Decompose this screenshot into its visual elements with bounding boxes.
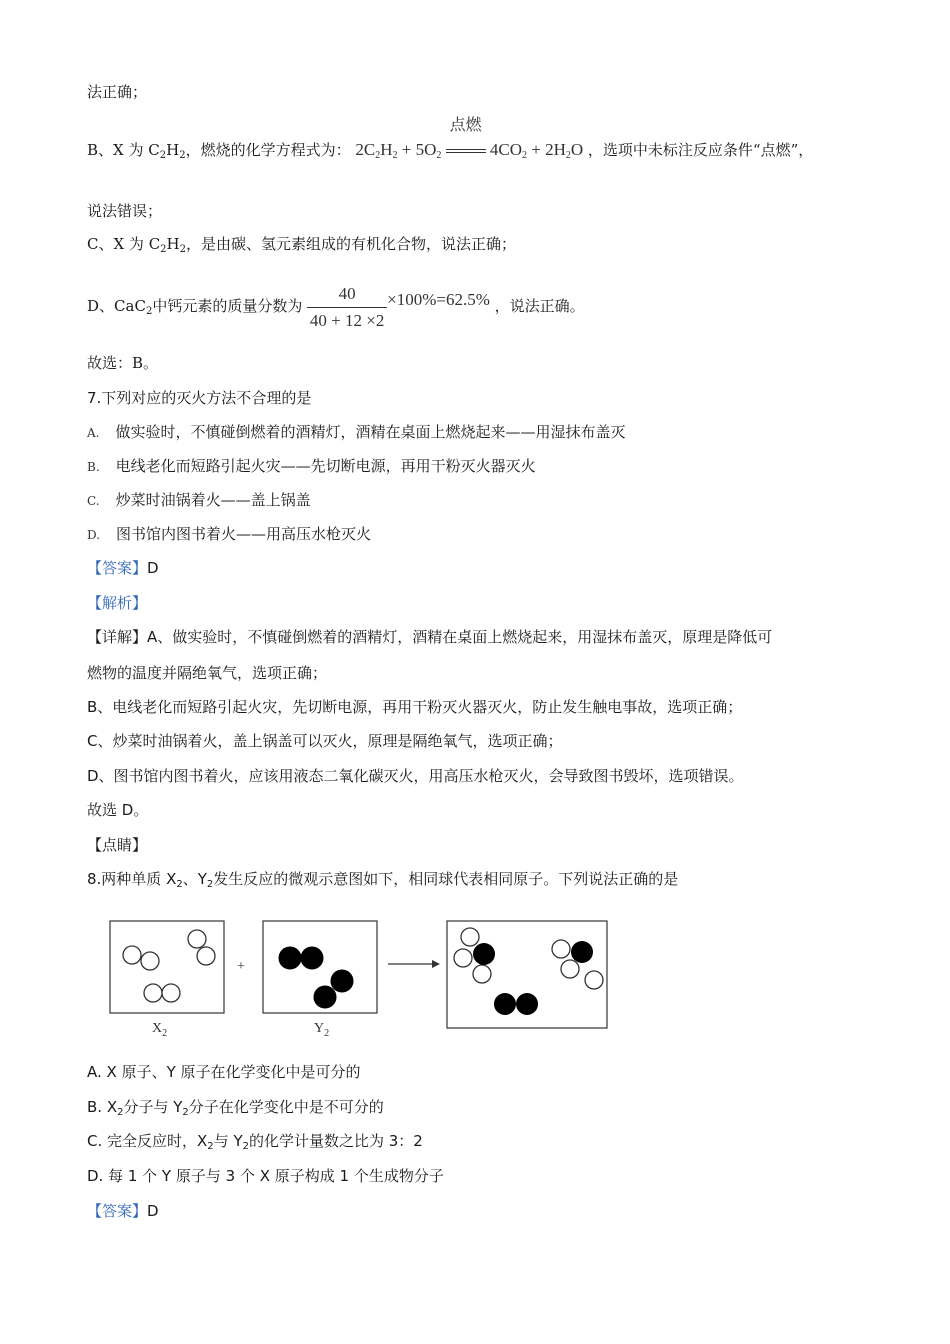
text: C、X 为 C: [87, 235, 161, 253]
option-7c: [87, 490, 311, 511]
text: 中钙元素的质量分数为: [152, 297, 303, 315]
text-line: [87, 201, 162, 221]
text: 8.两种单质 X: [87, 870, 177, 888]
answer-value: D: [147, 1202, 159, 1220]
text: ，燃烧的化学方程式为：: [185, 141, 351, 159]
product-molecules: [454, 928, 603, 1015]
subscript: 2: [179, 150, 186, 161]
detail-line-5: [87, 766, 744, 786]
eq-text: + 2H: [526, 140, 566, 159]
option-7d: [87, 524, 371, 545]
option-text: D. 每 1 个 Y 原子与 3 个 X 原子构成 1 个生成物分子: [87, 1167, 444, 1185]
detail-line-6: [87, 800, 148, 820]
eq-text: H: [380, 140, 393, 159]
option-text: 图书馆内图书着火——用高压水枪灭火: [116, 525, 372, 543]
fraction-denominator: 40 + 12 ×2: [309, 310, 385, 330]
text: 的化学计量数之比为 3：2: [248, 1132, 423, 1150]
text: 法正确；: [87, 83, 148, 101]
answer-7: [87, 558, 159, 578]
detail-line-1: [87, 627, 772, 647]
text: 故选 D。: [87, 801, 149, 819]
option-key: C.: [87, 494, 100, 508]
text: D、图书馆内图书着火，应该用液态二氧化碳灭火，用高压水枪灭火，会导致图书毁坏，选项错误。: [87, 767, 744, 785]
x-atom: [123, 946, 141, 964]
x2-molecules: [123, 930, 215, 1002]
chemical-equation: $2C_2H_2 + 5O_2$ 点燃 $4CO_2 + 2H_2O$: [355, 117, 584, 161]
x-atom: [552, 940, 570, 958]
text: 分子与 Y: [123, 1098, 183, 1116]
option-text: 电线老化而短路引起火灾——先切断电源，再用干粉灭火器灭火: [115, 457, 536, 475]
option-key: D.: [87, 528, 101, 542]
point-tag: 【点睛】: [87, 836, 148, 854]
text-line: C、X 为 $C_2H_2$，是由碳、氢元素组成的有机化合物，说法正确；: [87, 235, 517, 255]
y-atom: [279, 947, 301, 969]
y-atom: [571, 941, 593, 963]
analysis-tag-line: [87, 593, 147, 613]
x-atom: [141, 952, 159, 970]
text: C、炒菜时油锅着火，盖上锅盖可以灭火，原理是隔绝氧气，选项正确；: [87, 732, 563, 750]
text: H: [166, 141, 180, 159]
x-atom: [585, 971, 603, 989]
question-text: 7.下列对应的灭火方法不合理的是: [87, 389, 312, 407]
arrow-head: [432, 960, 440, 968]
option-text: 做实验时，不慎碰倒燃着的酒精灯，酒精在桌面上燃烧起来——用湿抹布盖灭: [115, 423, 626, 441]
y-atom: [301, 947, 323, 969]
text: 分子在化学变化中是不可分的: [188, 1098, 384, 1116]
y2-molecules: [279, 947, 353, 1008]
option-key: B.: [87, 460, 100, 474]
x-atom: [473, 965, 491, 983]
answer-value: D: [147, 559, 159, 577]
reaction-diagram: [100, 912, 620, 1042]
text-line: [87, 353, 158, 373]
mass-fraction: [307, 284, 387, 331]
y-atom: [473, 943, 495, 965]
x-atom: [162, 984, 180, 1002]
eq-text: O: [570, 140, 584, 159]
eq-text: 2C: [355, 140, 376, 159]
text: 、Y: [182, 870, 207, 888]
option-8d: [87, 1166, 444, 1186]
text: B. X: [87, 1098, 118, 1116]
text: ，选项中未标注反应条件“点燃”，: [587, 141, 814, 159]
detail-line-4: [87, 731, 562, 751]
text: 说法错误；: [87, 202, 163, 220]
answer-8: [87, 1201, 159, 1221]
x-atom: [561, 960, 579, 978]
x-atom: [188, 930, 206, 948]
text-line: [87, 82, 147, 102]
text: H: [166, 235, 180, 253]
option-8b: B. $X_2$分子与 $Y_2$分子在化学变化中是不可分的: [87, 1098, 384, 1118]
x2-label: $X_2$: [152, 1021, 168, 1039]
option-key: A.: [87, 426, 100, 440]
option-8c: C. 完全反应时，$X_2$与 $Y_2$的化学计量数之比为 3：2: [87, 1132, 423, 1152]
plus-sign: +: [237, 959, 245, 974]
option-7b: [87, 456, 536, 477]
fraction-numerator: 40: [307, 284, 387, 308]
text: 发生反应的微观示意图如下，相同球代表相同原子。下列说法正确的是: [213, 870, 679, 888]
text: ，说法正确。: [494, 297, 585, 315]
subscript: 2: [159, 150, 167, 161]
reaction-condition: [446, 117, 486, 160]
text: C. 完全反应时，X: [87, 1132, 208, 1150]
detail-tag: 【详解】: [87, 628, 148, 646]
answer-tag: 【答案】: [87, 1202, 148, 1220]
eq-text: 4CO: [489, 140, 522, 159]
analysis-tag: 【解析】: [87, 594, 148, 612]
y-atom: [494, 993, 516, 1015]
option-7a: [87, 422, 626, 443]
y-atom: [314, 986, 336, 1008]
text: ，是由碳、氢元素组成的有机化合物，说法正确；: [186, 235, 517, 253]
text-line-d-fraction: D、CaC$_2$中钙元素的质量分数为 $\frac{40}{40 + 12 \times 2}$ ×100%=62.5% ，说法正确。: [87, 270, 585, 336]
text: D、CaC: [87, 297, 146, 315]
text: A、做实验时，不慎碰倒燃着的酒精灯，酒精在桌面上燃烧起来，用湿抹布盖灭，原理是降低可: [147, 628, 773, 646]
option-text: A. X 原子、Y 原子在化学变化中是可分的: [87, 1063, 361, 1081]
detail-line-3: [87, 697, 742, 717]
eq-text: + 5O: [397, 140, 437, 159]
detail-line-2: [87, 663, 327, 683]
option-8a: [87, 1062, 361, 1082]
x-atom: [197, 947, 215, 965]
x-atom: [144, 984, 162, 1002]
x-atom: [461, 928, 479, 946]
text: B、X 为 C: [87, 141, 160, 159]
text: 故选：B。: [87, 354, 159, 372]
text: 燃物的温度并隔绝氧气，选项正确；: [87, 664, 328, 682]
answer-tag: 【答案】: [87, 559, 148, 577]
text: 与 Y: [213, 1132, 243, 1150]
y2-label: $Y_2$: [314, 1021, 330, 1039]
condition-text: 点燃: [449, 117, 482, 134]
y-atom: [331, 970, 353, 992]
option-text: 炒菜时油锅着火——盖上锅盖: [115, 491, 311, 509]
text-line-b-equation: [87, 117, 814, 161]
percentage: ×100%=62.5%: [387, 290, 490, 309]
x-atom: [454, 949, 472, 967]
y-atom: [516, 993, 538, 1015]
point-tag-line: [87, 835, 147, 855]
text: B、电线老化而短路引起火灾，先切断电源，再用干粉灭火器灭火，防止发生触电事故，选项正确；: [87, 698, 743, 716]
question-7: [87, 388, 311, 408]
question-8: 8.两种单质 $X_2$、$Y_2$发生反应的微观示意图如下，相同球代表相同原子。下列说法正确的是: [87, 870, 679, 890]
